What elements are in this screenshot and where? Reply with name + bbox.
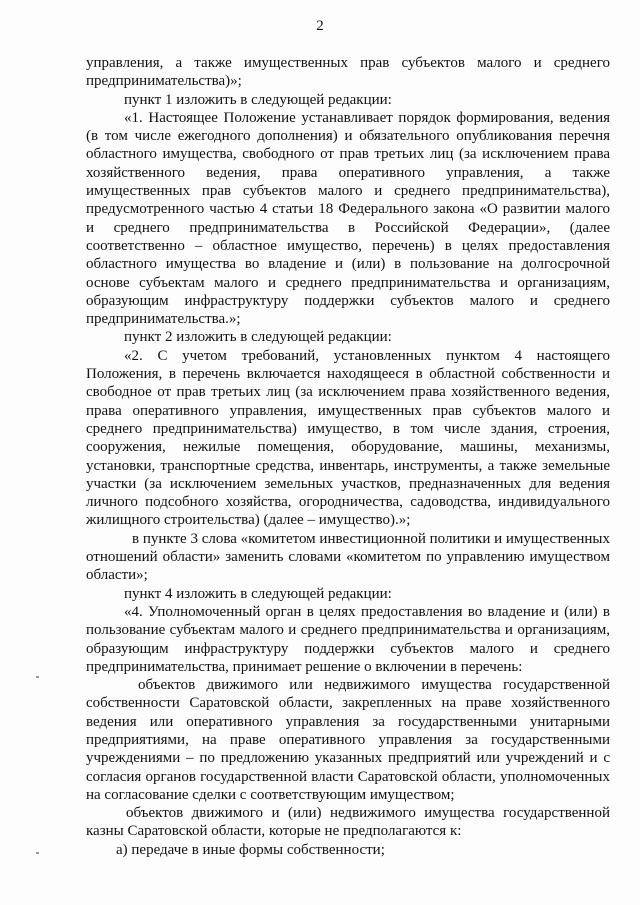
paragraph-6: в пункте 3 слова «комитетом инвестиционной политики и имущественных отношений области» заменить словами «комитетом по управлению имуществом области»; — [86, 530, 610, 584]
paragraph-11: а) передаче в иные формы собственности; — [116, 841, 385, 858]
page-number: 2 — [316, 18, 324, 34]
scan-speck — [36, 852, 39, 854]
paragraph-8: «4. Уполномоченный орган в целях предоставления во владение и (или) в пользование субъектам малого и среднего предпринимательства и организациям, образующим инфраструктуру поддержки субъектов малого и среднего предпринимательства, принимает решение о включении в перечень: — [86, 603, 610, 675]
scan-speck — [36, 676, 39, 678]
paragraph-3: «1. Настоящее Положение устанавливает порядок формирования, ведения (в том числе ежегодного дополнения) и обязательного опубликования перечня областного имущества, свободного от прав третьих лиц (за исключением права хозяйственного ведения, права оперативного управления, а также имущественных прав субъектов малого и среднего предпринимательства), предусмотренного частью 4 статьи 18 Федерального закона «О развитии малого и среднего предпринимательства в Российской Федерации», (далее соответственно – областное имущество, перечень) в целях предоставления областного имущества во владение и (или) в пользование на долгосрочной основе субъектам малого и среднего предпринимательства и организациям, образующим инфраструктуру поддержки субъектов малого и среднего предпринимательства.»; — [86, 109, 610, 328]
paragraph-10: объектов движимого и (или) недвижимого имущества государственной казны Саратовской области, которые не предполагаются к: — [86, 805, 610, 840]
paragraph-9: объектов движимого или недвижимого имущества государственной собственности Саратовской области, закрепленных на праве хозяйственного ведения или оперативного управления за государственными унитарными предприятиями, на праве оперативного управления за государственными учреждениями – по предложению указанных предприятий или учреждений и с согласия органов государственной власти Саратовской области, уполномоченных на согласование сделки с соответствующим имуществом; — [86, 677, 610, 803]
paragraph-2: пункт 1 изложить в следующей редакции: — [124, 91, 392, 108]
paragraph-5: «2. С учетом требований, установленных пунктом 4 настоящего Положения, в перечень включается находящееся в областной собственности и свободное от прав третьих лиц (за исключением права хозяйственного ведения, права оперативного управления, имущественных прав субъектов малого и среднего предпринимательства) имущество, в том числе здания, строения, сооружения, нежилые помещения, оборудование, машины, механизмы, установки, транспортные средства, инвентарь, инструменты, а также земельные участки (за исключением земельных участков, предназначенных для ведения личного подсобного хозяйства, огородничества, садоводства, индивидуального жилищного строительства) (далее – имущество).»; — [86, 347, 610, 529]
paragraph-7: пункт 4 изложить в следующей редакции: — [124, 585, 392, 602]
paragraph-1: управления, а также имущественных прав субъектов малого и среднего предпринимательства)»; — [86, 55, 610, 90]
paragraph-4: пункт 2 изложить в следующей редакции: — [124, 329, 392, 346]
document-body — [86, 54, 610, 859]
